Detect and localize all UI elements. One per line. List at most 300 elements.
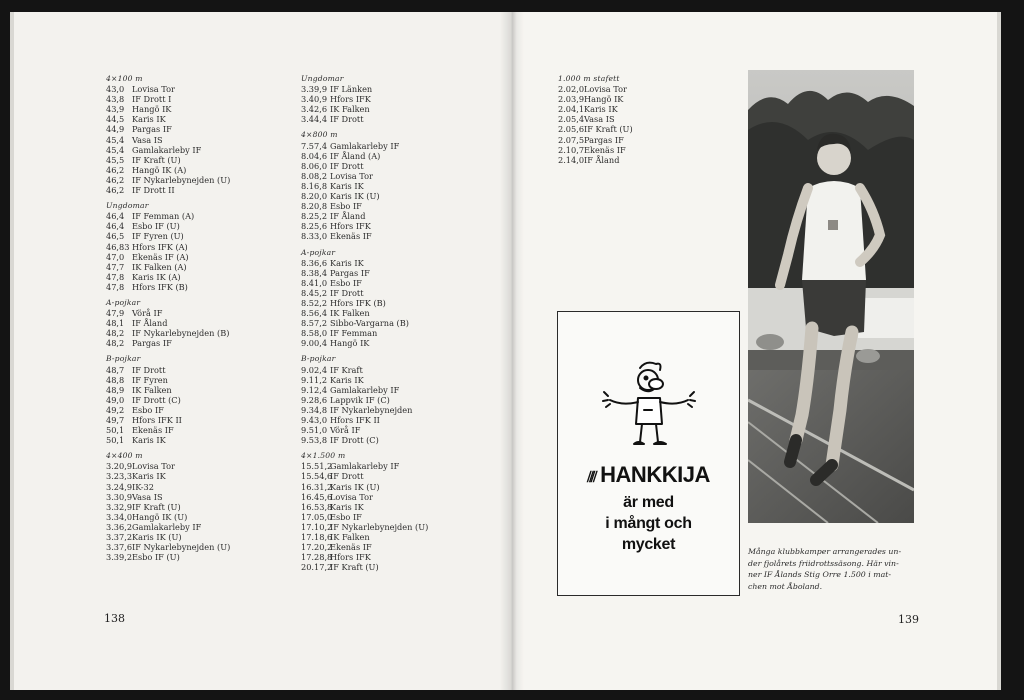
result-time: 8.52,2: [301, 297, 328, 308]
team-name: Pargas IF: [132, 124, 172, 135]
result-row: [106, 395, 230, 405]
result-time: 3.32,9: [106, 501, 133, 512]
result-time: 44,5: [106, 114, 125, 125]
runner-photo: [748, 70, 914, 523]
right-page-edge: [997, 12, 1001, 690]
result-time: 46,2: [106, 174, 125, 185]
team-name: Gamlakarleby IF: [330, 461, 400, 472]
team-name: Lappvik IF (C): [330, 394, 390, 405]
result-row: [301, 532, 428, 542]
result-time: 8.58,0: [301, 328, 328, 339]
result-time: 46,4: [106, 211, 125, 222]
result-time: 2.14,0: [558, 154, 585, 165]
result-row: [106, 461, 230, 471]
team-name: Ekenäs IF: [330, 542, 372, 553]
section-heading: 1.000 m stafett: [558, 74, 620, 83]
result-row: [106, 84, 230, 94]
result-row: [301, 522, 428, 532]
result-time: 43,8: [106, 94, 125, 105]
team-name: Karis IK: [330, 257, 364, 268]
result-row: [106, 135, 230, 145]
team-name: IF Drott: [330, 160, 364, 171]
result-row: [106, 552, 230, 562]
team-name: Esbo IF: [132, 404, 164, 415]
team-name: IF Kraft: [330, 364, 363, 375]
team-name: Gamlakarleby IF: [330, 384, 400, 395]
result-row: [301, 151, 428, 161]
team-name: Ekenäs IF: [330, 231, 372, 242]
page-number-right: 139: [898, 613, 919, 626]
team-name: Karis IK: [330, 374, 364, 385]
team-name: IF Åland: [132, 318, 168, 329]
result-time: 47,7: [106, 261, 125, 272]
results-section: [301, 130, 428, 241]
result-row: [106, 542, 230, 552]
team-name: IK-32: [132, 481, 154, 492]
result-row: [301, 512, 428, 522]
result-time: 9.34,8: [301, 404, 328, 415]
result-time: 2.05,6: [558, 124, 585, 135]
section-heading: B-pojkar: [106, 354, 141, 364]
result-time: 8.41,0: [301, 277, 328, 288]
result-time: 8.25,2: [301, 211, 328, 222]
team-name: Karis IK (U): [330, 191, 380, 202]
result-row: [106, 375, 230, 385]
team-name: Hangö IK: [132, 104, 172, 115]
result-row: [106, 365, 230, 375]
team-name: IF Åland: [330, 211, 366, 222]
team-name: Pargas IF: [330, 267, 370, 278]
result-time: 15.54,6: [301, 471, 333, 482]
team-name: IF Nykarlebynejden (B): [132, 328, 230, 339]
team-name: Karis IK: [132, 471, 166, 482]
photo-caption: [748, 546, 918, 592]
result-time: 8.20,8: [301, 201, 328, 212]
team-name: Esbo IF: [330, 201, 362, 212]
result-row: [106, 231, 230, 241]
result-row: [558, 94, 633, 104]
result-row: [301, 161, 428, 171]
result-row: [301, 415, 428, 425]
result-time: 44,9: [106, 124, 125, 135]
result-time: 9.28,6: [301, 394, 328, 405]
team-name: IF Nykarlebynejden (U): [132, 542, 231, 553]
result-row: [106, 211, 230, 221]
result-row: [301, 104, 428, 114]
result-time: 50,1: [106, 425, 125, 436]
team-name: Gamlakarleby IF: [132, 144, 202, 155]
team-name: Karis IK: [584, 104, 618, 115]
result-time: 48,8: [106, 374, 125, 385]
team-name: Hangö IK: [584, 94, 624, 105]
team-name: IF Nykarlebynejden (U): [330, 521, 429, 532]
team-name: Vörå IF: [330, 425, 361, 436]
result-row: [301, 201, 428, 211]
section-heading: A-pojkar: [106, 297, 141, 307]
team-name: Vasa IS: [132, 134, 163, 145]
result-time: 3.42,6: [301, 104, 328, 115]
result-row: [106, 185, 230, 195]
result-time: 45,4: [106, 144, 125, 155]
result-time: 3.37,6: [106, 542, 133, 553]
results-section: [301, 451, 428, 572]
result-row: [301, 502, 428, 512]
result-row: [301, 114, 428, 124]
result-row: [301, 221, 428, 231]
team-name: IF Fyren (U): [132, 231, 184, 242]
result-row: [301, 258, 428, 268]
result-time: 46,2: [106, 164, 125, 175]
result-row: [301, 395, 428, 405]
result-row: [301, 435, 428, 445]
result-row: [301, 338, 428, 348]
result-row: [106, 175, 230, 185]
result-row: [106, 338, 230, 348]
result-time: 8.56,4: [301, 308, 328, 319]
result-row: [301, 425, 428, 435]
team-name: IF Kraft (U): [132, 501, 181, 512]
results-section: [301, 74, 428, 124]
result-time: 46,5: [106, 231, 125, 242]
result-row: [106, 482, 230, 492]
team-name: IK Falken: [330, 532, 370, 543]
result-time: 48,7: [106, 364, 125, 375]
section-heading: 4×100 m: [106, 74, 143, 83]
team-name: Gamlakarleby IF: [132, 521, 202, 532]
section-heading: A-pojkar: [301, 247, 336, 257]
result-time: 9.51,0: [301, 425, 328, 436]
result-row: [301, 181, 428, 191]
result-row: [106, 532, 230, 542]
result-time: 2.04,1: [558, 104, 585, 115]
result-time: 45,5: [106, 154, 125, 165]
team-name: Gamlakarleby IF: [330, 140, 400, 151]
left-page: [10, 12, 513, 690]
result-time: 16.53,8: [301, 501, 333, 512]
results-section: [301, 248, 428, 349]
team-name: IF Drott II: [132, 185, 175, 196]
result-row: [301, 268, 428, 278]
result-time: 45,4: [106, 134, 125, 145]
ad-tagline-line-2: i mångt och: [605, 515, 692, 532]
team-name: Esbo IF (U): [132, 221, 180, 232]
team-name: Pargas IF: [132, 338, 172, 349]
result-row: [301, 288, 428, 298]
result-time: 9.02,4: [301, 364, 328, 375]
team-name: Esbo IF: [330, 511, 362, 522]
team-name: IF Drott: [132, 364, 166, 375]
result-row: [106, 318, 230, 328]
result-time: 20.17,2: [301, 562, 333, 573]
result-time: 3.24,9: [106, 481, 133, 492]
result-time: 9.43,0: [301, 415, 328, 425]
team-name: IK Falken: [330, 104, 370, 115]
result-row: [106, 94, 230, 104]
result-time: 3.39,2: [106, 552, 133, 563]
result-row: [106, 512, 230, 522]
team-name: IF Länken: [330, 84, 373, 95]
result-time: 8.16,8: [301, 180, 328, 191]
team-name: Karis IK (U): [330, 481, 380, 492]
result-row: [106, 242, 230, 252]
result-time: 3.36,2: [106, 521, 133, 532]
result-row: [106, 492, 230, 502]
result-row: [558, 145, 633, 155]
result-row: [301, 461, 428, 471]
results-section: [106, 74, 230, 195]
result-row: [106, 104, 230, 114]
result-row: [558, 155, 633, 165]
result-time: 48,2: [106, 328, 125, 339]
result-time: 43,9: [106, 104, 125, 115]
team-name: Hfors IFK (A): [132, 241, 188, 252]
result-row: [301, 298, 428, 308]
result-row: [106, 471, 230, 481]
result-time: 3.44,4: [301, 114, 328, 125]
result-row: [106, 425, 230, 435]
hankkija-advertisement: [557, 311, 740, 596]
ad-brand-name: HANKKIJA: [600, 462, 710, 487]
team-name: Lovisa Tor: [330, 170, 373, 181]
team-name: Karis IK: [132, 435, 166, 446]
result-row: [301, 84, 428, 94]
result-time: 9.00,4: [301, 338, 328, 349]
results-column-1: [106, 74, 230, 568]
result-time: 17.18,6: [301, 532, 333, 543]
result-time: 16.31,2: [301, 481, 333, 492]
result-time: 47,8: [106, 281, 125, 292]
result-row: [301, 211, 428, 221]
team-name: IK Falken: [132, 384, 172, 395]
result-time: 8.06,0: [301, 160, 328, 171]
runner-photo-image: [748, 70, 914, 523]
result-row: [106, 385, 230, 395]
results-section: [106, 298, 230, 348]
team-name: IF Femman: [330, 328, 378, 339]
relay-results-column: [558, 74, 633, 171]
team-name: IF Drott (C): [132, 394, 181, 405]
result-time: 3.34,0: [106, 511, 133, 522]
result-row: [301, 385, 428, 395]
result-row: [106, 272, 230, 282]
team-name: Pargas IF: [584, 134, 624, 145]
result-row: [106, 221, 230, 231]
result-time: 17.20,2: [301, 542, 333, 553]
result-time: 48,9: [106, 384, 125, 395]
result-time: 7.57,4: [301, 140, 328, 151]
team-name: IF Kraft (U): [330, 562, 379, 573]
team-name: Karis IK (A): [132, 271, 181, 282]
result-time: 2.03,9: [558, 94, 585, 105]
team-name: Karis IK (U): [132, 532, 182, 543]
team-name: IF Åland: [584, 154, 620, 165]
team-name: Vasa IS: [132, 491, 163, 502]
result-row: [301, 375, 428, 385]
result-time: 2.02,0: [558, 84, 585, 95]
result-row: [558, 114, 633, 124]
result-row: [558, 135, 633, 145]
result-row: [106, 435, 230, 445]
result-time: 17.05,0: [301, 511, 333, 522]
result-time: 3.37,2: [106, 532, 133, 543]
result-row: [106, 328, 230, 338]
left-page-edge: [10, 12, 14, 690]
ad-tagline-line-1: är med: [623, 494, 674, 511]
result-time: 2.07,5: [558, 134, 585, 145]
team-name: IF Femman (A): [132, 211, 195, 222]
result-time: 47,0: [106, 251, 125, 262]
result-time: 3.30,9: [106, 491, 133, 502]
team-name: Lovisa Tor: [132, 461, 175, 472]
team-name: IF Nykarlebynejden (U): [132, 174, 231, 185]
team-name: IF Drott I: [132, 94, 172, 105]
result-row: [301, 318, 428, 328]
result-time: 3.39,9: [301, 84, 328, 95]
caption-line: chen mot Åboland.: [748, 581, 823, 591]
team-name: Sibbo-Vargarna (B): [330, 318, 409, 329]
team-name: IF Drott: [330, 114, 364, 125]
result-row: [301, 365, 428, 375]
team-name: IF Kraft (U): [132, 154, 181, 165]
result-row: [106, 145, 230, 155]
result-time: 49,7: [106, 415, 125, 425]
team-name: Ekenäs IF (A): [132, 251, 189, 262]
result-time: 8.36,6: [301, 257, 328, 268]
caption-line: ner IF Ålands Stig Orre 1.500 i mat-: [748, 570, 892, 580]
result-time: 8.25,6: [301, 221, 328, 232]
result-time: 3.20,9: [106, 461, 133, 472]
result-row: [558, 124, 633, 134]
result-time: 47,9: [106, 308, 125, 319]
team-name: Hfors IFK: [330, 94, 371, 105]
team-name: Hfors IFK II: [330, 415, 380, 425]
team-name: Ekenäs IF: [584, 144, 626, 155]
mascot-figure: [600, 358, 700, 458]
result-row: [301, 94, 428, 104]
ad-brand-row: [558, 462, 739, 488]
team-name: IF Nykarlebynejden: [330, 404, 413, 415]
result-time: 9.11,2: [301, 374, 328, 385]
result-row: [301, 308, 428, 318]
team-name: Ekenäs IF: [132, 425, 174, 436]
result-time: 8.33,0: [301, 231, 328, 242]
section-heading: B-pojkar: [301, 354, 336, 364]
result-row: [301, 191, 428, 201]
section-heading: 4×1.500 m: [301, 451, 346, 461]
result-row: [301, 552, 428, 562]
result-row: [301, 328, 428, 338]
team-name: IK Falken: [330, 308, 370, 319]
caption-line: Många klubbkamper arrangerades un-: [748, 547, 902, 556]
result-time: 8.04,6: [301, 150, 328, 161]
result-time: 8.38,4: [301, 267, 328, 278]
team-name: Hfors IFK: [330, 221, 371, 232]
result-row: [301, 278, 428, 288]
result-time: 48,2: [106, 338, 125, 349]
team-name: Hangö IK: [330, 338, 370, 349]
team-name: Karis IK: [330, 501, 364, 512]
results-section: [558, 74, 633, 165]
result-row: [106, 124, 230, 134]
team-name: IF Drott: [330, 471, 364, 482]
result-time: 50,1: [106, 435, 125, 446]
result-row: [301, 141, 428, 151]
results-section: [301, 354, 428, 445]
result-time: 8.57,2: [301, 318, 328, 329]
result-time: 17.10,2: [301, 521, 333, 532]
result-row: [558, 84, 633, 94]
team-name: Karis IK: [132, 114, 166, 125]
result-row: [301, 231, 428, 241]
result-row: [301, 542, 428, 552]
result-time: 8.20,0: [301, 191, 328, 202]
result-time: 43,0: [106, 84, 125, 95]
result-time: 3.23,3: [106, 471, 133, 482]
result-row: [301, 492, 428, 502]
result-row: [301, 482, 428, 492]
result-time: 46,2: [106, 185, 125, 196]
result-row: [106, 415, 230, 425]
result-time: 15.51,2: [301, 461, 333, 472]
section-heading: 4×800 m: [301, 130, 338, 140]
team-name: Hangö IK (A): [132, 164, 187, 175]
team-name: IF Åland (A): [330, 150, 381, 161]
hankkija-logo-icon: ⫽⫽: [587, 469, 595, 486]
book-gutter: [500, 12, 524, 690]
result-time: 46,4: [106, 221, 125, 232]
result-row: [301, 562, 428, 572]
result-row: [301, 171, 428, 181]
result-time: 47,8: [106, 271, 125, 282]
result-time: 16.45,6: [301, 491, 333, 502]
result-row: [106, 252, 230, 262]
section-heading: Ungdomar: [106, 201, 149, 211]
results-section: [106, 354, 230, 445]
result-time: 17.28,8: [301, 552, 333, 563]
section-heading: 4×400 m: [106, 451, 143, 461]
team-name: Hfors IFK (B): [330, 297, 386, 308]
result-row: [106, 114, 230, 124]
team-name: IK Falken (A): [132, 261, 187, 272]
results-column-2: [301, 74, 428, 578]
result-time: 46,83: [106, 241, 130, 252]
section-heading: Ungdomar: [301, 74, 344, 83]
result-row: [106, 308, 230, 318]
results-section: [106, 451, 230, 562]
result-row: [106, 502, 230, 512]
team-name: Lovisa Tor: [132, 84, 175, 95]
team-name: Vörå IF: [132, 308, 163, 319]
team-name: Esbo IF: [330, 277, 362, 288]
team-name: Hfors IFK: [330, 552, 371, 563]
result-time: 3.40,9: [301, 94, 328, 105]
result-row: [106, 405, 230, 415]
team-name: Vasa IS: [584, 114, 615, 125]
team-name: Lovisa Tor: [584, 84, 627, 95]
results-section: [106, 201, 230, 292]
result-time: 48,1: [106, 318, 125, 329]
team-name: Hangö IK (U): [132, 511, 188, 522]
team-name: Lovisa Tor: [330, 491, 373, 502]
result-time: 49,0: [106, 394, 125, 405]
result-row: [106, 165, 230, 175]
team-name: Esbo IF (U): [132, 552, 180, 563]
team-name: IF Drott (C): [330, 435, 379, 446]
result-time: 49,2: [106, 404, 125, 415]
team-name: IF Kraft (U): [584, 124, 633, 135]
result-time: 9.53,8: [301, 435, 328, 446]
result-time: 9.12,4: [301, 384, 328, 395]
